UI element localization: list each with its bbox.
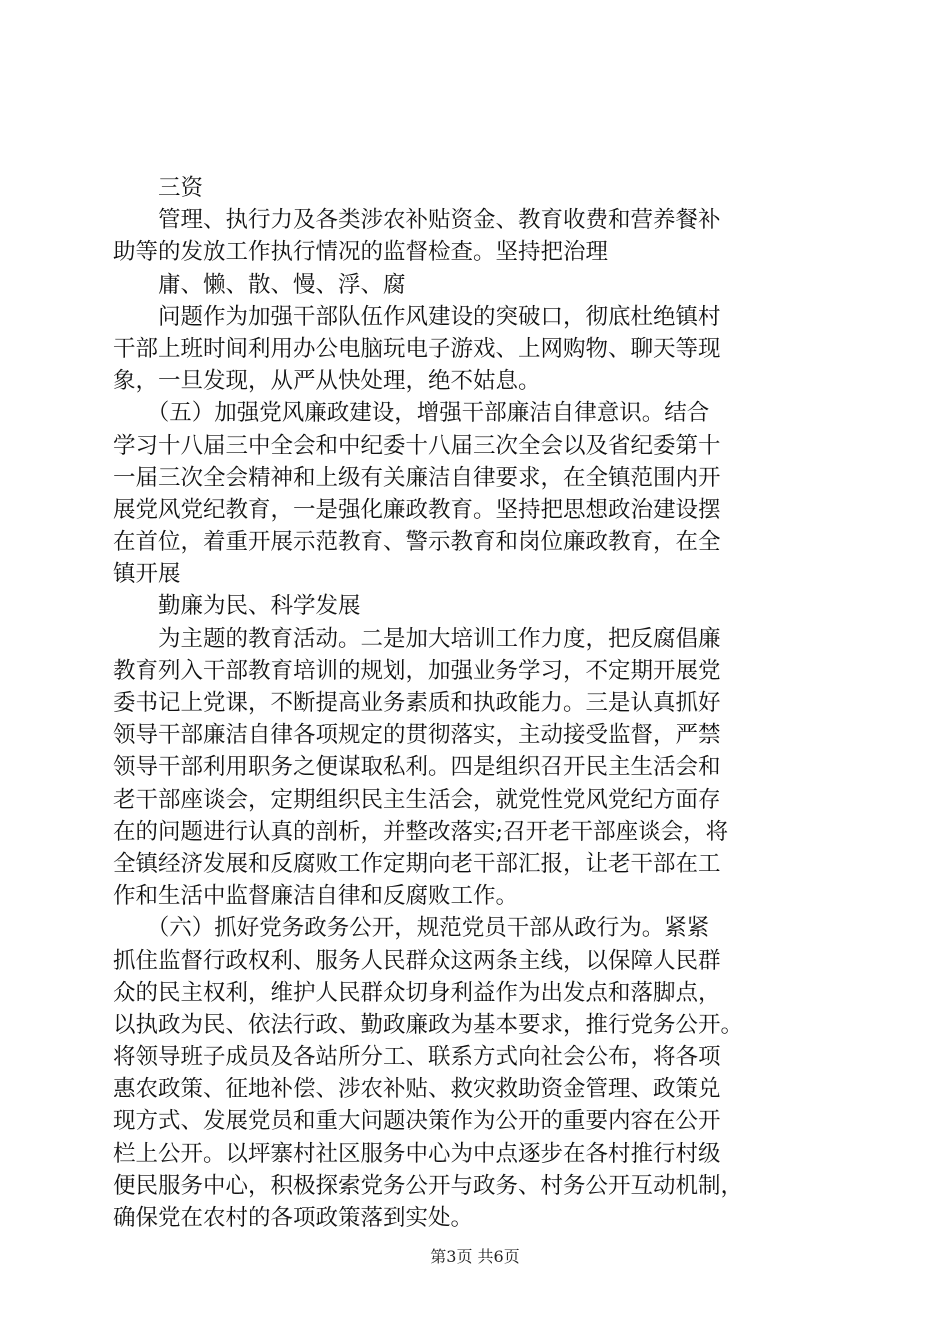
text-line: （五）加强党风廉政建设，增强干部廉洁自律意识。结合 <box>113 400 710 427</box>
text-line: 学习十八届三中全会和中纪委十八届三次全会以及省纪委第十 <box>113 432 721 459</box>
text-line: 众的民主权利，维护人民群众切身利益作为出发点和落脚点， <box>113 979 721 1006</box>
text-line: 展党风党纪教育，一是强化廉政教育。坚持把思想政治建设摆 <box>113 496 721 523</box>
text-line: 干部上班时间利用办公电脑玩电子游戏、上网购物、聊天等现 <box>113 335 721 362</box>
text-line: 教育列入干部教育培训的规划，加强业务学习，不定期开展党 <box>113 657 721 684</box>
text-line: 将领导班子成员及各站所分工、联系方式向社会公布，将各项 <box>113 1044 721 1071</box>
text-line: 在首位，着重开展示范教育、警示教育和岗位廉政教育，在全 <box>113 529 721 556</box>
text-line: 现方式、发展党员和重大问题决策作为公开的重要内容在公开 <box>113 1108 721 1135</box>
text-line: 作和生活中监督廉洁自律和反腐败工作。 <box>113 883 519 910</box>
text-line: 栏上公开。以坪寨村社区服务中心为中点逐步在各村推行村级 <box>113 1140 721 1167</box>
text-line: 全镇经济发展和反腐败工作定期向老干部汇报，让老干部在工 <box>113 850 721 877</box>
text-line: 为主题的教育活动。二是加大培训工作力度，把反腐倡廉 <box>113 625 721 652</box>
text-line: 勤廉为民、科学发展 <box>113 593 361 620</box>
text-line: 管理、执行力及各类涉农补贴资金、教育收费和营养餐补 <box>113 207 721 234</box>
text-line: 惠农政策、征地补偿、涉农补贴、救灾救助资金管理、政策兑 <box>113 1076 721 1103</box>
text-line: 助等的发放工作执行情况的监督检查。坚持把治理 <box>113 239 609 266</box>
text-line: 委书记上党课，不断提高业务素质和执政能力。三是认真抓好 <box>113 690 721 716</box>
text-line: 在的问题进行认真的剖析，并整改落实;召开老干部座谈会，将 <box>113 818 729 845</box>
text-line: 象，一旦发现，从严从快处理，绝不姑息。 <box>113 368 541 395</box>
text-line: 确保党在农村的各项政策落到实处。 <box>113 1205 474 1231</box>
page-number: 第3页 共6页 <box>430 1247 520 1266</box>
text-line: 领导干部利用职务之便谋取私利。四是组织召开民主生活会和 <box>113 754 721 781</box>
text-line: 以执政为民、依法行政、勤政廉政为基本要求，推行党务公开。 <box>113 1011 744 1038</box>
text-line: （六）抓好党务政务公开，规范党员干部从政行为。紧紧 <box>113 915 710 942</box>
text-line: 领导干部廉洁自律各项规定的贯彻落实，主动接受监督，严禁 <box>113 722 721 749</box>
text-line: 抓住监督行政权利、服务人民群众这两条主线，以保障人民群 <box>113 947 721 974</box>
text-line: 庸、懒、散、慢、浮、腐 <box>113 271 406 298</box>
document-body <box>113 172 843 1234</box>
text-line: 一届三次全会精神和上级有关廉洁自律要求，在全镇范围内开 <box>113 464 721 491</box>
text-line: 三资 <box>113 175 204 201</box>
text-line: 镇开展 <box>113 561 181 588</box>
text-line: 老干部座谈会，定期组织民主生活会，就党性党风党纪方面存 <box>113 786 721 813</box>
text-line: 问题作为加强干部队伍作风建设的突破口，彻底杜绝镇村 <box>113 303 721 330</box>
text-line: 便民服务中心，积极探索党务公开与政务、村务公开互动机制， <box>113 1172 744 1199</box>
